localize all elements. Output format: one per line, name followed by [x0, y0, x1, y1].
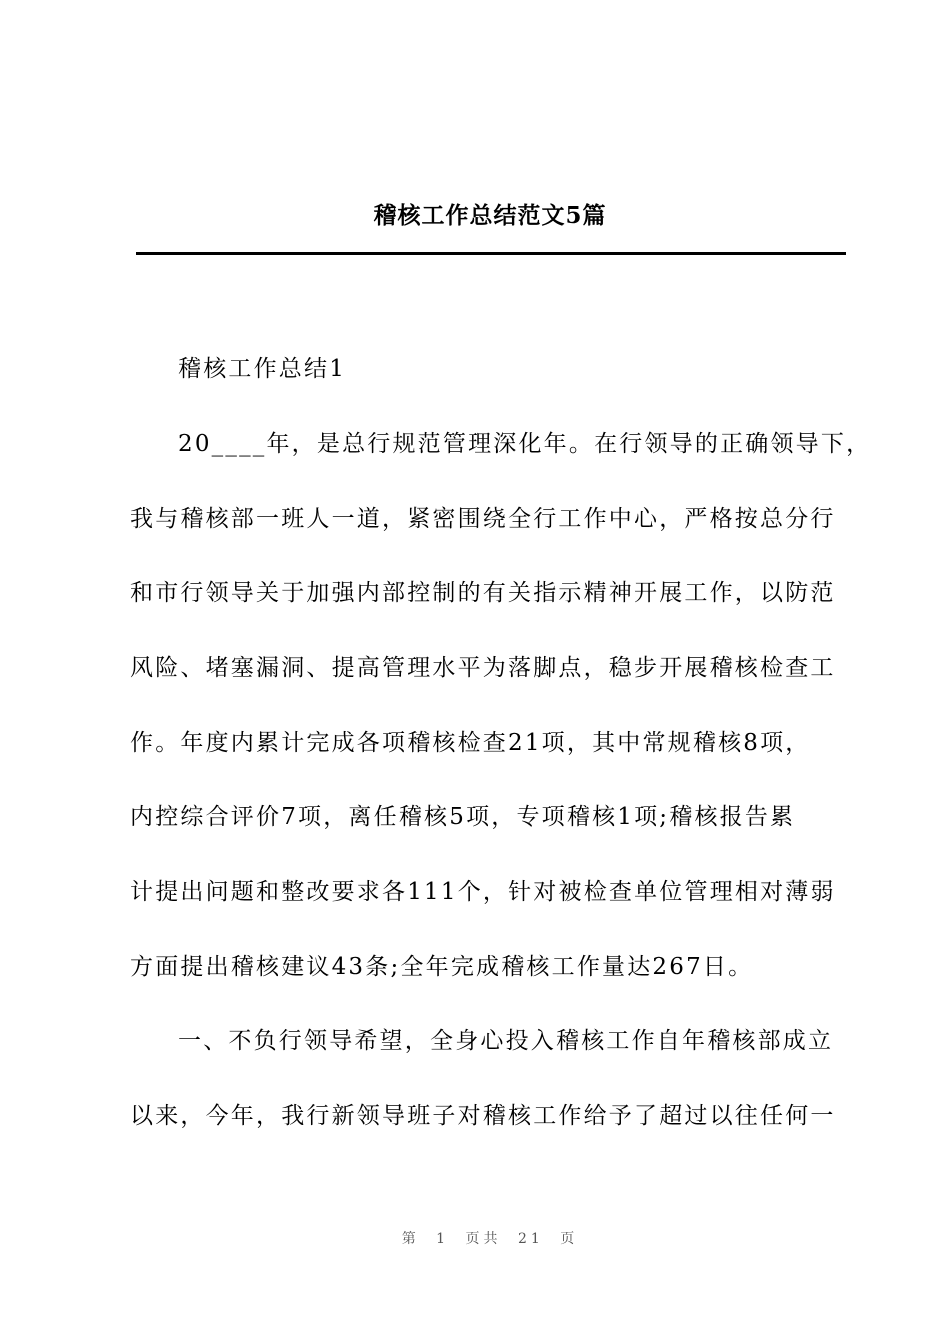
paragraph-line: 内控综合评价7项，离任稽核5项，专项稽核1项;稽核报告累: [130, 804, 796, 830]
footer-total-pages: 21: [518, 1231, 544, 1247]
paragraph-line: 和市行领导关于加强内部控制的有关指示精神开展工作，以防范: [130, 580, 836, 606]
paragraph-line: 我与稽核部一班人一道，紧密围绕全行工作中心，严格按总分行: [130, 506, 836, 532]
footer-prefix: 第: [401, 1231, 420, 1247]
paragraph-line: 方面提出稽核建议43条;全年完成稽核工作量达267日。: [130, 954, 754, 980]
footer-page-number: 1: [436, 1231, 450, 1247]
title-underline: [136, 252, 846, 255]
paragraph-line: 20____年，是总行规范管理深化年。在行领导的正确领导下，: [178, 431, 872, 457]
paragraph-line: 计提出问题和整改要求各111个，针对被检查单位管理相对薄弱: [130, 879, 836, 905]
footer-suffix: 页: [560, 1231, 579, 1247]
paragraph-line: 一、不负行领导希望，全身心投入稽核工作自年稽核部成立: [178, 1028, 834, 1054]
paragraph-line: 风险、堵塞漏洞、提高管理水平为落脚点，稳步开展稽核检查工: [130, 655, 836, 681]
footer-middle: 页共: [465, 1231, 502, 1247]
paragraph-line: 作。年度内累计完成各项稽核检查21项，其中常规稽核8项，: [130, 730, 811, 756]
document-title: 稽核工作总结范文5篇: [373, 202, 607, 229]
paragraph-line: 以来，今年，我行新领导班子对稽核工作给予了超过以往任何一: [130, 1103, 836, 1129]
page-footer: [0, 1228, 950, 1248]
section-heading: 稽核工作总结1: [178, 356, 347, 382]
